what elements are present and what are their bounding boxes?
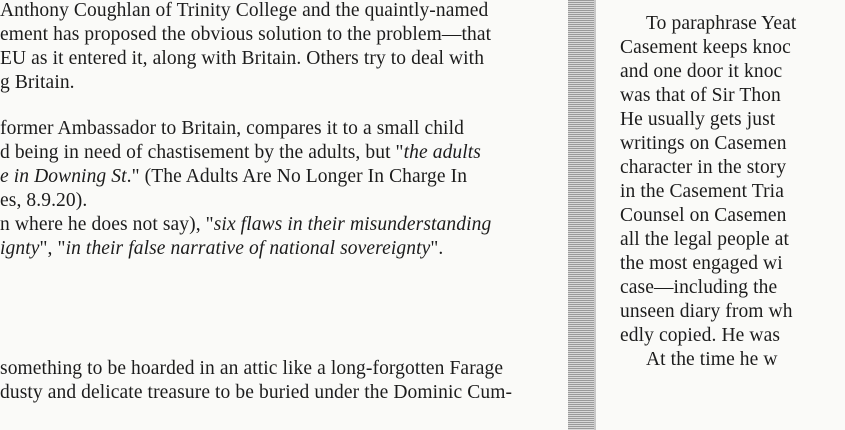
italic-quote: in their false narrative of national sovereignty — [65, 238, 431, 259]
text-line — [0, 141, 481, 165]
page-gutter-edge — [594, 0, 596, 430]
text-line: He usually gets just — [620, 109, 776, 130]
text-line — [0, 165, 467, 189]
text-line: edly copied. He was — [620, 325, 781, 346]
text-line: in the Casement Tria — [620, 181, 784, 202]
text-run: n where he does not say), " — [0, 214, 214, 235]
italic-quote: e in Downing St — [0, 166, 127, 187]
text-line: character in the story — [620, 157, 787, 178]
text-line: unseen diary from wh — [620, 301, 793, 322]
text-line: dusty and delicate treasure to be buried under the Dominic Cum- — [0, 382, 513, 403]
text-run: d being in need of chastisement by the adults, but " — [0, 142, 404, 163]
text-run: ". — [430, 238, 444, 259]
text-run: ", " — [39, 238, 66, 259]
text-line: To paraphrase Yeat — [646, 13, 797, 34]
text-line: Anthony Coughlan of Trinity College and the quaintly-named — [0, 0, 489, 21]
text-line — [0, 237, 443, 261]
text-line: Counsel on Casemen — [620, 205, 787, 226]
italic-quote: the adults — [403, 142, 481, 163]
text-run: ." (The Adults Are No Longer In Charge In — [126, 166, 468, 187]
text-line — [0, 213, 491, 237]
text-line: g Britain. — [0, 72, 75, 93]
italic-quote: six flaws in their misunderstanding — [213, 214, 492, 235]
text-line: was that of Sir Thon — [620, 85, 781, 106]
text-line: ement has proposed the obvious solution to the problem—that — [0, 24, 492, 45]
text-line: writings on Casemen — [620, 133, 787, 154]
italic-quote: ignty — [0, 238, 40, 259]
text-line: all the legal people at — [620, 229, 790, 250]
text-line: the most engaged wi — [620, 253, 783, 274]
text-line: Casement keeps knoc — [620, 37, 791, 58]
text-line: EU as it entered it, along with Britain. Others try to deal with — [0, 48, 485, 69]
text-line: something to be hoarded in an attic like a long-forgotten Farage — [0, 358, 504, 379]
page-gutter-shadow — [568, 0, 594, 430]
text-line: and one door it knoc — [620, 61, 783, 82]
text-line: case—including the — [620, 277, 778, 298]
text-line: es, 8.9.20). — [0, 190, 88, 211]
text-line: At the time he w — [646, 349, 778, 370]
text-line: former Ambassador to Britain, compares it to a small child — [0, 118, 464, 139]
